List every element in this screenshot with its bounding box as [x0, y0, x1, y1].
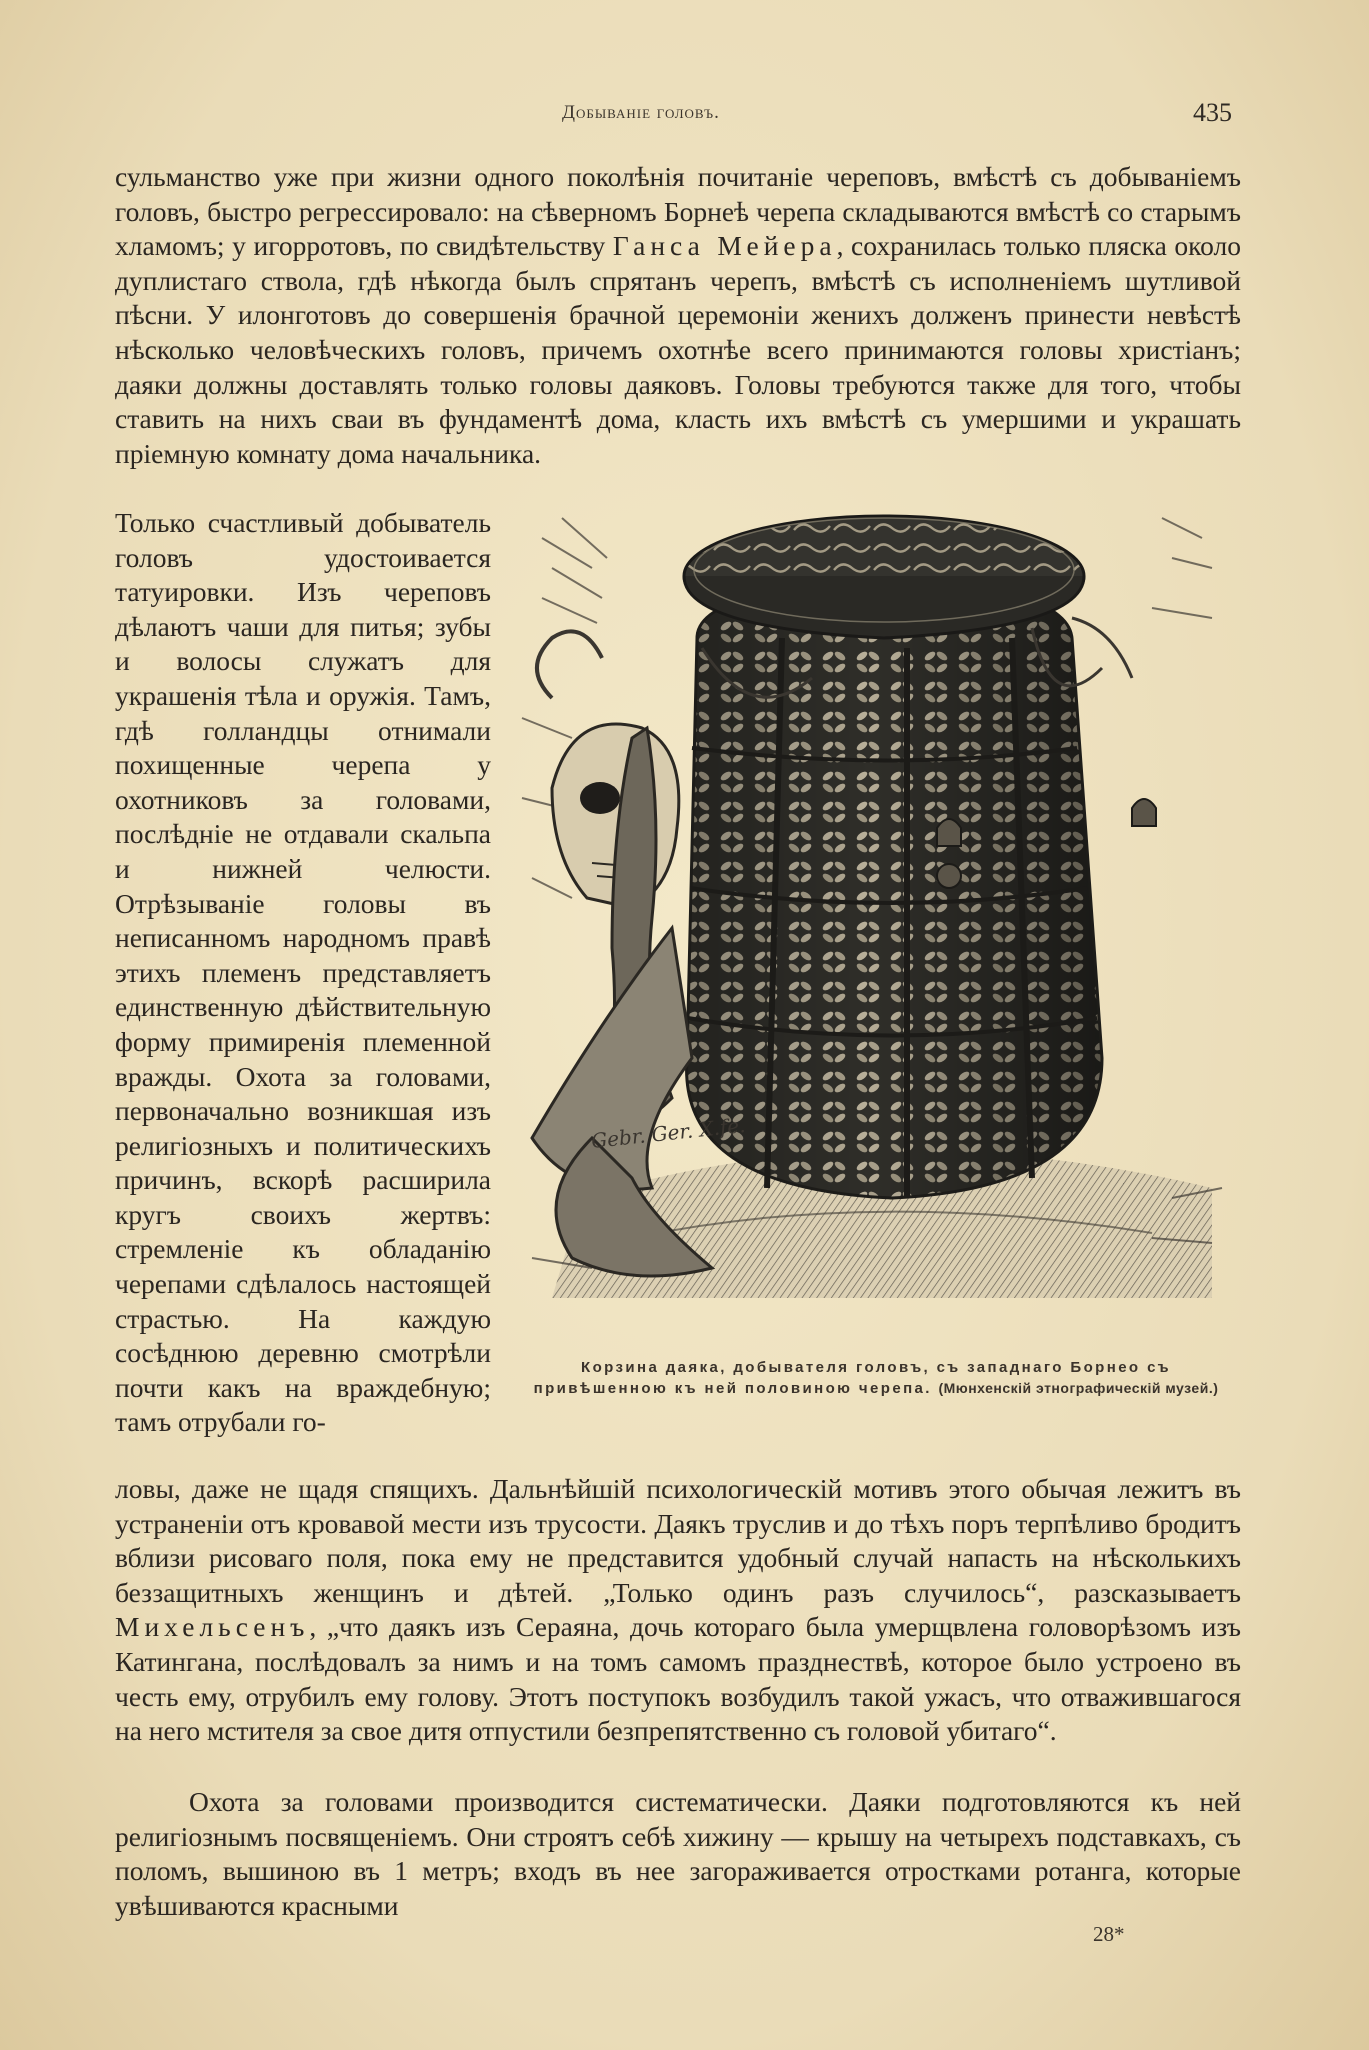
- figure-caption: [512, 1357, 1240, 1399]
- author-name-meyer: Ганса Мейера: [612, 230, 837, 262]
- caption-main: Корзина даяка, добывателя головъ, съ западнаго Борнео съ привѣшенною къ ней половиною черепа.: [533, 1359, 1171, 1397]
- paragraph-bottom-text: ловы, даже не щадя спящихъ. Дальнѣйшій психологическій мотивъ этого обычая лежитъ въ устраненіи отъ кровавой мести изъ трусости. Даякъ труслив и до тѣхъ поръ терпѣливо бродитъ вблизи рисоваго поля, пока ему не представится удобный случай напасть на нѣсколькихъ беззащитныхъ женщинъ и дѣтей. „Только одинъ разъ случилось“, разсказываетъ: [115, 1473, 1241, 1608]
- page-number: 435: [1193, 98, 1232, 127]
- engraving-illustration: [512, 498, 1240, 1328]
- caption-museum: (Мюнхенскій этнографическій музей.): [938, 1380, 1219, 1396]
- running-head: [0, 98, 1369, 134]
- paragraph-top-text: сульманство уже при жизни одного поколѣнія почитаніе череповъ, вмѣстѣ съ добываніемъ головъ, быстро регрессировало: на сѣверномъ Борнеѣ черепа складываются вмѣстѣ со старымъ хламомъ; у игорротовъ, по свидѣтельству: [115, 161, 1241, 262]
- engraver-signature: Gebr. Ger. X.fe.: [590, 1112, 747, 1153]
- running-title: Добываніе головъ.: [562, 102, 720, 123]
- left-column-text: Только счастливый добыватель головъ удостоивается татуировки. Изъ череповъ дѣлаютъ чаши для питья; зубы и волосы служатъ для украшенія тѣла и оружія. Тамъ, гдѣ голландцы отнимали похищенные черепа у охотниковъ за головами, послѣдніе не отдавали скальпа и нижней челюсти. Отрѣзываніе головы въ неписанномъ народномъ правѣ этихъ племенъ представляетъ единственную дѣйствительную форму примиренія племенной вражды. Охота за головами, первоначально возникшая изъ религіозныхъ и политическихъ причинъ, вскорѣ расширила кругъ своихъ жертвъ: стремленіе къ обладанію черепами сдѣлалось настоящей страстью. На каждую сосѣднюю деревню смотрѣли почти какъ на враждебную; тамъ отрубали го-: [115, 507, 491, 1438]
- signature-mark: 28*: [1093, 1922, 1125, 1946]
- paragraph-last: Охота за головами производится систематически. Даяки подготовляются къ ней религіознымъ посвященіемъ. Они строятъ себѣ хижину — крышу на четырехъ подставкахъ, съ поломъ, вышиною въ 1 метръ; входъ въ нее загораживается отростками ротанга, которые увѣшиваются красными: [115, 1786, 1241, 1921]
- skull-drawing: [537, 631, 679, 908]
- paragraph-top: [115, 160, 1241, 471]
- paragraph-top-rest: , сохранилась только пляска около дуплистаго ствола, гдѣ нѣкогда былъ спрятанъ черепъ, вмѣстѣ съ исполненіемъ шутливой пѣсни. У илонготовъ до совершенія брачной церемоніи женихъ долженъ принести невѣстѣ нѣсколько человѣческихъ головъ, причемъ охотнѣе всего принимаются головы христіанъ; даяки должны доставлять только головы даяковъ. Головы требуются также для того, чтобы ставить на нихъ сваи въ фундаментѣ дома, класть ихъ вмѣстѣ съ умершими и украшать пріемную комнату дома начальника.: [115, 230, 1241, 469]
- paragraph-bottom-rest: , „что даякъ изъ Сераяна, дочь котораго была умерщвлена головорѣзомъ изъ Катингана, послѣдовалъ за нимъ и на томъ самомъ празднествѣ, которое было устроено въ честь ему, отрубилъ ему голову. Этотъ поступокъ возбудилъ такой ужасъ, что отважившагося на него мстителя за свое дитя отпустили безпрепятственно съ головой убитаго“.: [115, 1611, 1241, 1747]
- paragraph-bottom: [115, 1472, 1241, 1749]
- basket-engraving: [512, 498, 1240, 1328]
- author-name-michelsen: Михельсенъ: [115, 1611, 310, 1643]
